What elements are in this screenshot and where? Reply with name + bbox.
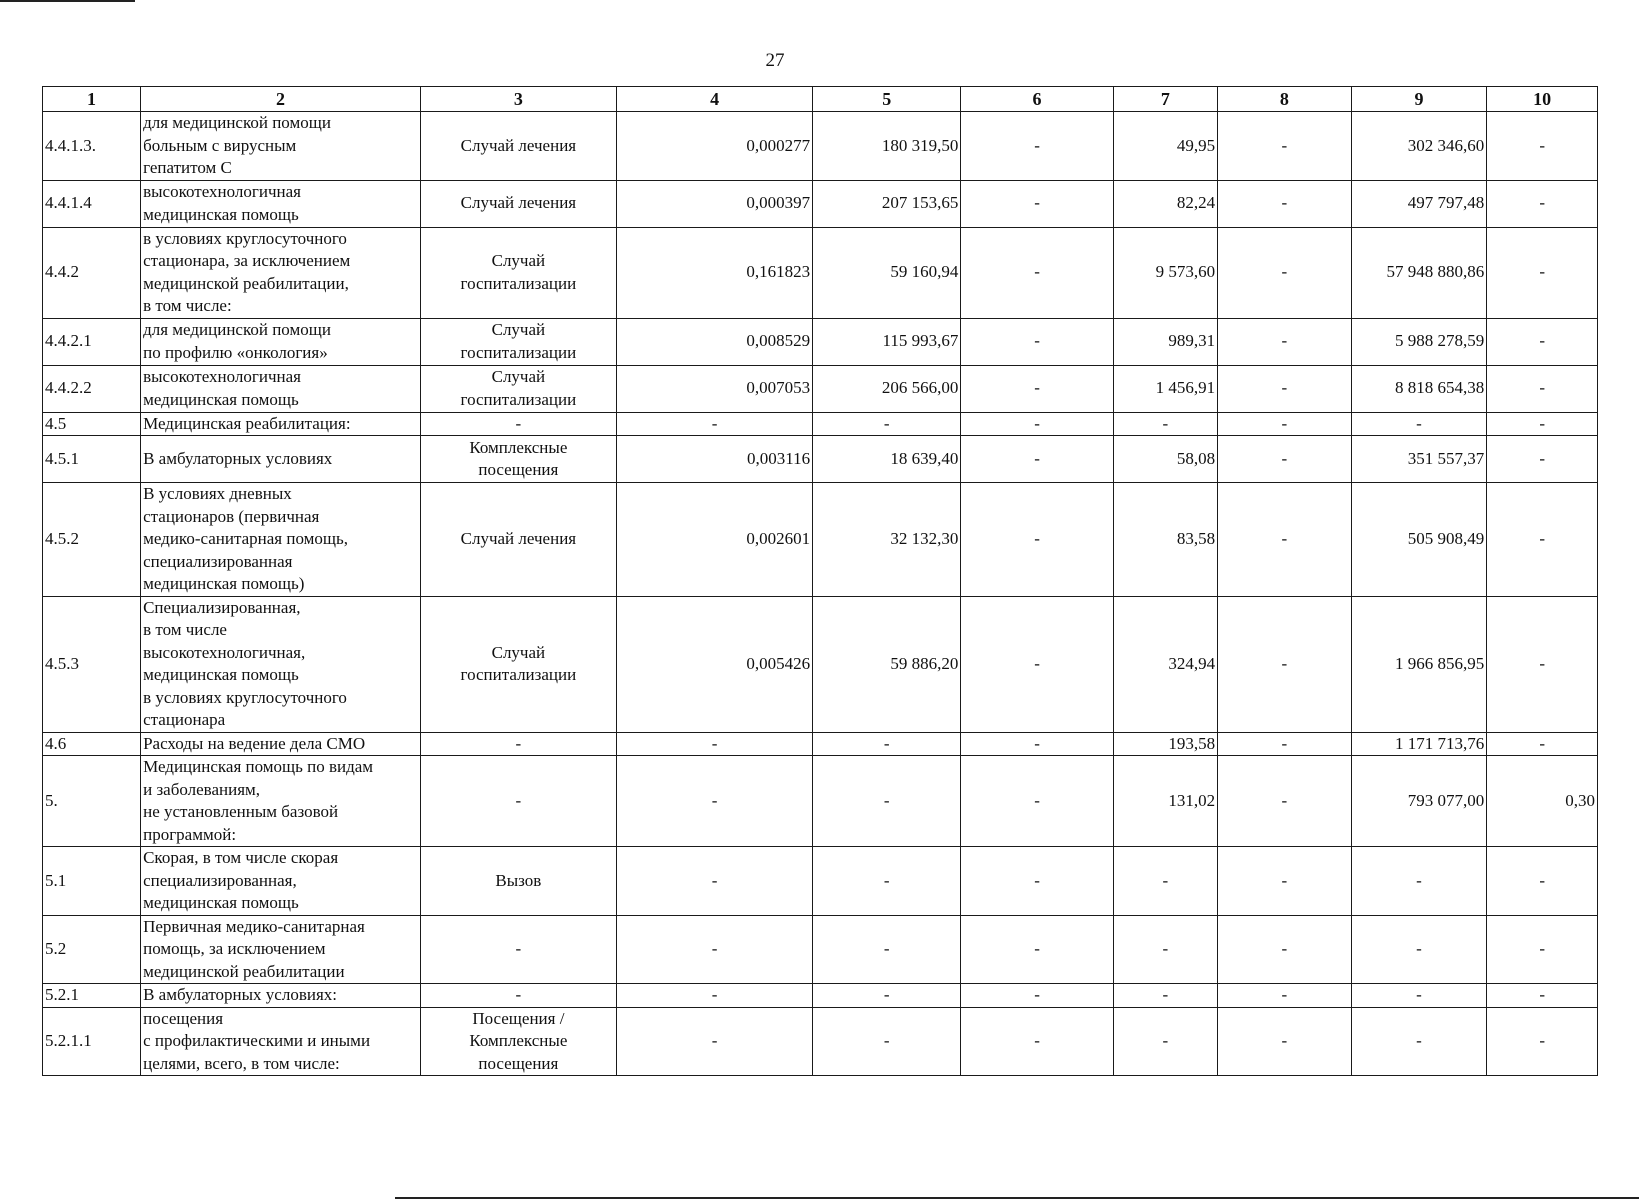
table-row (43, 112, 1598, 181)
row-unit: Комплексные посещения (420, 436, 616, 483)
table-row (43, 227, 1598, 318)
cell-col5: - (813, 1007, 961, 1076)
cell-col8: - (1218, 483, 1352, 597)
cell-col10: - (1487, 112, 1598, 181)
table-row (43, 847, 1598, 916)
cell-col5: 115 993,67 (813, 318, 961, 365)
cell-col8: - (1218, 596, 1352, 732)
column-header: 1 (43, 87, 141, 112)
cell-col7: - (1113, 847, 1217, 916)
cell-col10: - (1487, 847, 1598, 916)
cell-col9: 793 077,00 (1351, 756, 1487, 847)
cell-col4: 0,008529 (616, 318, 812, 365)
cell-col9: - (1351, 412, 1487, 436)
cell-col6: - (961, 756, 1113, 847)
cell-col7: - (1113, 915, 1217, 984)
row-name: высокотехнологичная медицинская помощь (141, 180, 421, 227)
cell-col4: - (616, 984, 812, 1008)
cell-col9: 5 988 278,59 (1351, 318, 1487, 365)
cell-col6: - (961, 732, 1113, 756)
column-header: 9 (1351, 87, 1487, 112)
cell-col6: - (961, 1007, 1113, 1076)
cell-col10: - (1487, 596, 1598, 732)
cell-col8: - (1218, 436, 1352, 483)
row-code: 5.1 (43, 847, 141, 916)
cell-col10: - (1487, 365, 1598, 412)
cell-col6: - (961, 596, 1113, 732)
row-unit: Случай лечения (420, 112, 616, 181)
page-number: 27 (765, 50, 785, 71)
row-code: 4.4.1.3. (43, 112, 141, 181)
row-code: 4.4.2.1 (43, 318, 141, 365)
table-row (43, 596, 1598, 732)
cell-col7: 9 573,60 (1113, 227, 1217, 318)
cell-col7: 989,31 (1113, 318, 1217, 365)
cell-col6: - (961, 847, 1113, 916)
cell-col10: - (1487, 318, 1598, 365)
cell-col7: 82,24 (1113, 180, 1217, 227)
table-row (43, 318, 1598, 365)
cell-col9: 302 346,60 (1351, 112, 1487, 181)
cell-col8: - (1218, 847, 1352, 916)
cell-col5: - (813, 732, 961, 756)
row-unit: Случай лечения (420, 483, 616, 597)
cell-col6: - (961, 180, 1113, 227)
cell-col9: 505 908,49 (1351, 483, 1487, 597)
cell-col6: - (961, 227, 1113, 318)
cell-col9: 497 797,48 (1351, 180, 1487, 227)
row-unit: Вызов (420, 847, 616, 916)
row-unit: Случай госпитализации (420, 596, 616, 732)
table-row (43, 915, 1598, 984)
cell-col8: - (1218, 915, 1352, 984)
row-unit: Случай госпитализации (420, 365, 616, 412)
cell-col9: 57 948 880,86 (1351, 227, 1487, 318)
table-row (43, 732, 1598, 756)
cell-col5: - (813, 847, 961, 916)
cell-col4: 0,000397 (616, 180, 812, 227)
row-name: В условиях дневных стационаров (первичная медико-санитарная помощь, специализированная медицинская помощь) (141, 483, 421, 597)
page-bottom-rule (395, 1197, 1639, 1199)
cell-col10: - (1487, 1007, 1598, 1076)
table-row (43, 483, 1598, 597)
cell-col4: - (616, 756, 812, 847)
cell-col8: - (1218, 112, 1352, 181)
cell-col4: 0,003116 (616, 436, 812, 483)
table-body (43, 112, 1598, 1076)
table-row (43, 412, 1598, 436)
column-header: 4 (616, 87, 812, 112)
column-header: 6 (961, 87, 1113, 112)
cell-col7: 58,08 (1113, 436, 1217, 483)
cell-col6: - (961, 984, 1113, 1008)
row-name: для медицинской помощи по профилю «онкология» (141, 318, 421, 365)
cell-col4: 0,161823 (616, 227, 812, 318)
cell-col9: 1 966 856,95 (1351, 596, 1487, 732)
row-name: посещения с профилактическими и иными целями, всего, в том числе: (141, 1007, 421, 1076)
data-table (42, 86, 1598, 1076)
cell-col6: - (961, 365, 1113, 412)
cell-col5: 59 886,20 (813, 596, 961, 732)
cell-col4: 0,007053 (616, 365, 812, 412)
cell-col4: - (616, 847, 812, 916)
cell-col7: 1 456,91 (1113, 365, 1217, 412)
cell-col8: - (1218, 1007, 1352, 1076)
row-code: 4.5.2 (43, 483, 141, 597)
row-unit: Случай госпитализации (420, 318, 616, 365)
cell-col4: - (616, 732, 812, 756)
table-row (43, 1007, 1598, 1076)
row-code: 5. (43, 756, 141, 847)
cell-col5: - (813, 412, 961, 436)
row-code: 4.4.1.4 (43, 180, 141, 227)
row-name: Первичная медико-санитарная помощь, за исключением медицинской реабилитации (141, 915, 421, 984)
cell-col6: - (961, 412, 1113, 436)
row-name: в условиях круглосуточного стационара, за исключением медицинской реабилитации, в том числе: (141, 227, 421, 318)
cell-col4: 0,002601 (616, 483, 812, 597)
cell-col8: - (1218, 984, 1352, 1008)
table-row (43, 756, 1598, 847)
cell-col6: - (961, 483, 1113, 597)
cell-col9: 8 818 654,38 (1351, 365, 1487, 412)
cell-col9: - (1351, 915, 1487, 984)
cell-col10: 0,30 (1487, 756, 1598, 847)
cell-col9: - (1351, 984, 1487, 1008)
cell-col4: - (616, 915, 812, 984)
cell-col6: - (961, 112, 1113, 181)
cell-col10: - (1487, 412, 1598, 436)
cell-col8: - (1218, 732, 1352, 756)
row-name: В амбулаторных условиях: (141, 984, 421, 1008)
cell-col7: 83,58 (1113, 483, 1217, 597)
row-name: для медицинской помощи больным с вирусным гепатитом С (141, 112, 421, 181)
cell-col7: - (1113, 1007, 1217, 1076)
row-code: 4.4.2.2 (43, 365, 141, 412)
cell-col5: - (813, 984, 961, 1008)
cell-col10: - (1487, 483, 1598, 597)
table-row (43, 984, 1598, 1008)
cell-col6: - (961, 318, 1113, 365)
cell-col5: 18 639,40 (813, 436, 961, 483)
cell-col9: - (1351, 847, 1487, 916)
row-unit: Случай лечения (420, 180, 616, 227)
row-name: Специализированная, в том числе высокотехнологичная, медицинская помощь в условиях круглосуточного стационара (141, 596, 421, 732)
column-header: 2 (141, 87, 421, 112)
cell-col8: - (1218, 365, 1352, 412)
cell-col5: 180 319,50 (813, 112, 961, 181)
cell-col10: - (1487, 732, 1598, 756)
row-unit: Посещения / Комплексные посещения (420, 1007, 616, 1076)
cell-col8: - (1218, 756, 1352, 847)
row-code: 5.2.1 (43, 984, 141, 1008)
cell-col7: 193,58 (1113, 732, 1217, 756)
cell-col5: 206 566,00 (813, 365, 961, 412)
row-code: 5.2.1.1 (43, 1007, 141, 1076)
cell-col5: 32 132,30 (813, 483, 961, 597)
cell-col4: - (616, 1007, 812, 1076)
scan-corner-mark (0, 0, 135, 2)
row-code: 4.5.1 (43, 436, 141, 483)
column-header: 8 (1218, 87, 1352, 112)
row-unit: - (420, 915, 616, 984)
cell-col6: - (961, 915, 1113, 984)
cell-col10: - (1487, 436, 1598, 483)
column-header: 10 (1487, 87, 1598, 112)
row-name: В амбулаторных условиях (141, 436, 421, 483)
cell-col7: - (1113, 412, 1217, 436)
column-header: 7 (1113, 87, 1217, 112)
table-row (43, 180, 1598, 227)
cell-col5: 207 153,65 (813, 180, 961, 227)
cell-col7: - (1113, 984, 1217, 1008)
cell-col4: 0,000277 (616, 112, 812, 181)
cell-col8: - (1218, 180, 1352, 227)
cell-col9: - (1351, 1007, 1487, 1076)
cell-col4: 0,005426 (616, 596, 812, 732)
row-unit: - (420, 732, 616, 756)
row-name: высокотехнологичная медицинская помощь (141, 365, 421, 412)
row-name: Медицинская реабилитация: (141, 412, 421, 436)
column-header: 3 (420, 87, 616, 112)
row-name: Медицинская помощь по видам и заболеваниям, не установленным базовой программой: (141, 756, 421, 847)
cell-col9: 351 557,37 (1351, 436, 1487, 483)
row-code: 4.4.2 (43, 227, 141, 318)
cell-col6: - (961, 436, 1113, 483)
row-name: Расходы на ведение дела СМО (141, 732, 421, 756)
table-row (43, 365, 1598, 412)
row-code: 4.6 (43, 732, 141, 756)
cell-col8: - (1218, 227, 1352, 318)
cell-col7: 131,02 (1113, 756, 1217, 847)
row-unit: Случай госпитализации (420, 227, 616, 318)
cell-col5: 59 160,94 (813, 227, 961, 318)
cell-col10: - (1487, 180, 1598, 227)
cell-col10: - (1487, 227, 1598, 318)
header-row (43, 87, 1598, 112)
cell-col9: 1 171 713,76 (1351, 732, 1487, 756)
row-unit: - (420, 412, 616, 436)
row-name: Скорая, в том числе скорая специализированная, медицинская помощь (141, 847, 421, 916)
row-unit: - (420, 984, 616, 1008)
cell-col5: - (813, 915, 961, 984)
table-row (43, 436, 1598, 483)
cell-col8: - (1218, 318, 1352, 365)
cell-col10: - (1487, 915, 1598, 984)
cell-col7: 49,95 (1113, 112, 1217, 181)
row-code: 4.5.3 (43, 596, 141, 732)
cell-col7: 324,94 (1113, 596, 1217, 732)
cell-col4: - (616, 412, 812, 436)
row-code: 4.5 (43, 412, 141, 436)
cell-col5: - (813, 756, 961, 847)
cell-col8: - (1218, 412, 1352, 436)
row-code: 5.2 (43, 915, 141, 984)
row-unit: - (420, 756, 616, 847)
column-header: 5 (813, 87, 961, 112)
cell-col10: - (1487, 984, 1598, 1008)
